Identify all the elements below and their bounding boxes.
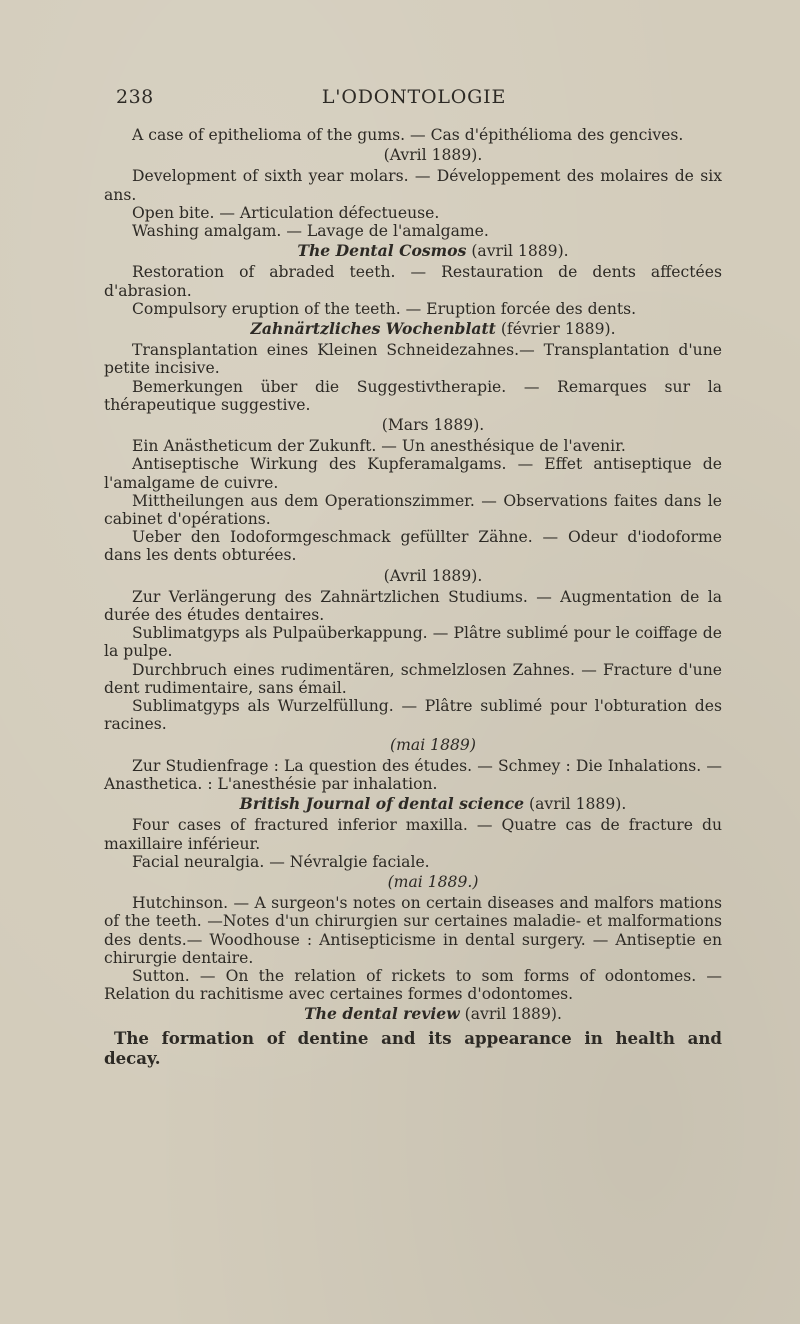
journal-date: (février 1889). — [500, 320, 616, 339]
bibliography-entry: Four cases of fractured inferior maxilla. — Quatre cas de fracture du maxillaire inférieur. — [104, 816, 722, 853]
journal-date: (avril 1889). — [464, 1005, 562, 1024]
journal-heading — [104, 320, 722, 338]
journal-date: (avril 1889). — [529, 795, 627, 814]
bibliography-entry: The formation of dentine and its appearance in health and decay. — [104, 1027, 722, 1068]
bibliography-entry: Sutton. — On the relation of rickets to som forms of odontomes. — Relation du rachitisme avec certaines formes d'odontomes. — [104, 966, 722, 1004]
journal-name: Zahnärtzliches Wochenblatt — [250, 319, 496, 339]
journal-name: The dental review — [304, 1004, 460, 1024]
bibliography-entry: Compulsory eruption of the teeth. — Eruption forcée des dents. — [132, 299, 637, 318]
bibliography-entry: A case of epithelioma of the gums. — Cas d'épithélioma des gencives. — [132, 126, 684, 144]
bibliography-entry: Restoration of abraded teeth. — Restauration de dents affectées d'abrasion. — [104, 263, 722, 300]
bibliography-entry: Hutchinson. — A surgeon's notes on certain diseases and malfors mations of the teeth. —Notes d'un chirurgien sur certaines maladie- et malformations des dents.— Woodhouse : Antisepticisme in dental surgery. — Antiseptie en chirurgie dentaire. — [104, 894, 722, 967]
bibliography-entry: Ueber den Iodoformgeschmack gefüllter Zähne. — Odeur d'iodoforme dans les dents obturées. — [104, 528, 722, 565]
bibliography-entry: Zur Verlängerung des Zahnärtzlichen Studiums. — Augmentation de la durée des études dentaires. — [104, 587, 722, 625]
journal-heading — [104, 1005, 722, 1023]
page-number: 238 — [116, 86, 154, 108]
date-line: (mai 1889) — [390, 735, 476, 754]
bibliography-entry: Sublimatgyps als Pulpaüberkappung. — Plâtre sublimé pour le coiffage de la pulpe. — [104, 624, 722, 661]
journal-name: The Dental Cosmos — [297, 241, 467, 261]
bibliography-entry: Bemerkungen über die Suggestivtherapie. — Remarques sur la thérapeutique suggestive. — [104, 377, 722, 414]
bibliography-entry: Antiseptische Wirkung des Kupferamalgams. — Effet antiseptique de l'amalgame de cuivre. — [104, 455, 722, 492]
date-line: (Avril 1889). — [383, 146, 483, 165]
bibliography-entry: Zur Studienfrage : La question des études. — Schmey : Die Inhalations. — Anasthetica. : L'anesthésie par inhalation. — [104, 756, 722, 793]
journal-date: (avril 1889). — [471, 242, 569, 261]
bibliography-entry: Open bite. — Articulation défectueuse. — [132, 203, 440, 222]
bibliography-entry: Development of sixth year molars. — Développement des molaires de six ans. — [104, 167, 722, 204]
bibliography-entry: Ein Anästheticum der Zukunft. — Un anesthésique de l'avenir. — [132, 437, 626, 456]
bibliography-entry: Sublimatgyps als Wurzelfüllung. — Plâtre sublimé pour l'obturation des racines. — [104, 697, 722, 734]
bibliography-entry: Transplantation eines Kleinen Schneidezahnes.— Transplantation d'une petite incisive. — [104, 341, 722, 378]
bibliography-entry: Washing amalgam. — Lavage de l'amalgame. — [132, 222, 489, 241]
running-title: L'ODONTOLOGIE — [321, 86, 507, 108]
page-header — [112, 86, 716, 116]
bibliography-entry: Mittheilungen aus dem Operationszimmer. — Observations faites dans le cabinet d'opérations. — [104, 491, 722, 529]
date-line: (Avril 1889). — [383, 566, 483, 585]
journal-name: British Journal of dental science — [239, 794, 525, 814]
bibliography-entry: Facial neuralgia. — Névralgie faciale. — [132, 852, 430, 871]
date-line: (mai 1889.) — [387, 872, 479, 891]
journal-heading — [104, 242, 722, 260]
bibliography-list — [104, 126, 722, 1068]
bibliography-entry: Durchbruch eines rudimentären, schmelzlosen Zahnes. — Fracture d'une dent rudimentaire, sans émail. — [104, 660, 722, 697]
journal-heading — [104, 795, 722, 813]
date-line: (Mars 1889). — [381, 416, 485, 435]
